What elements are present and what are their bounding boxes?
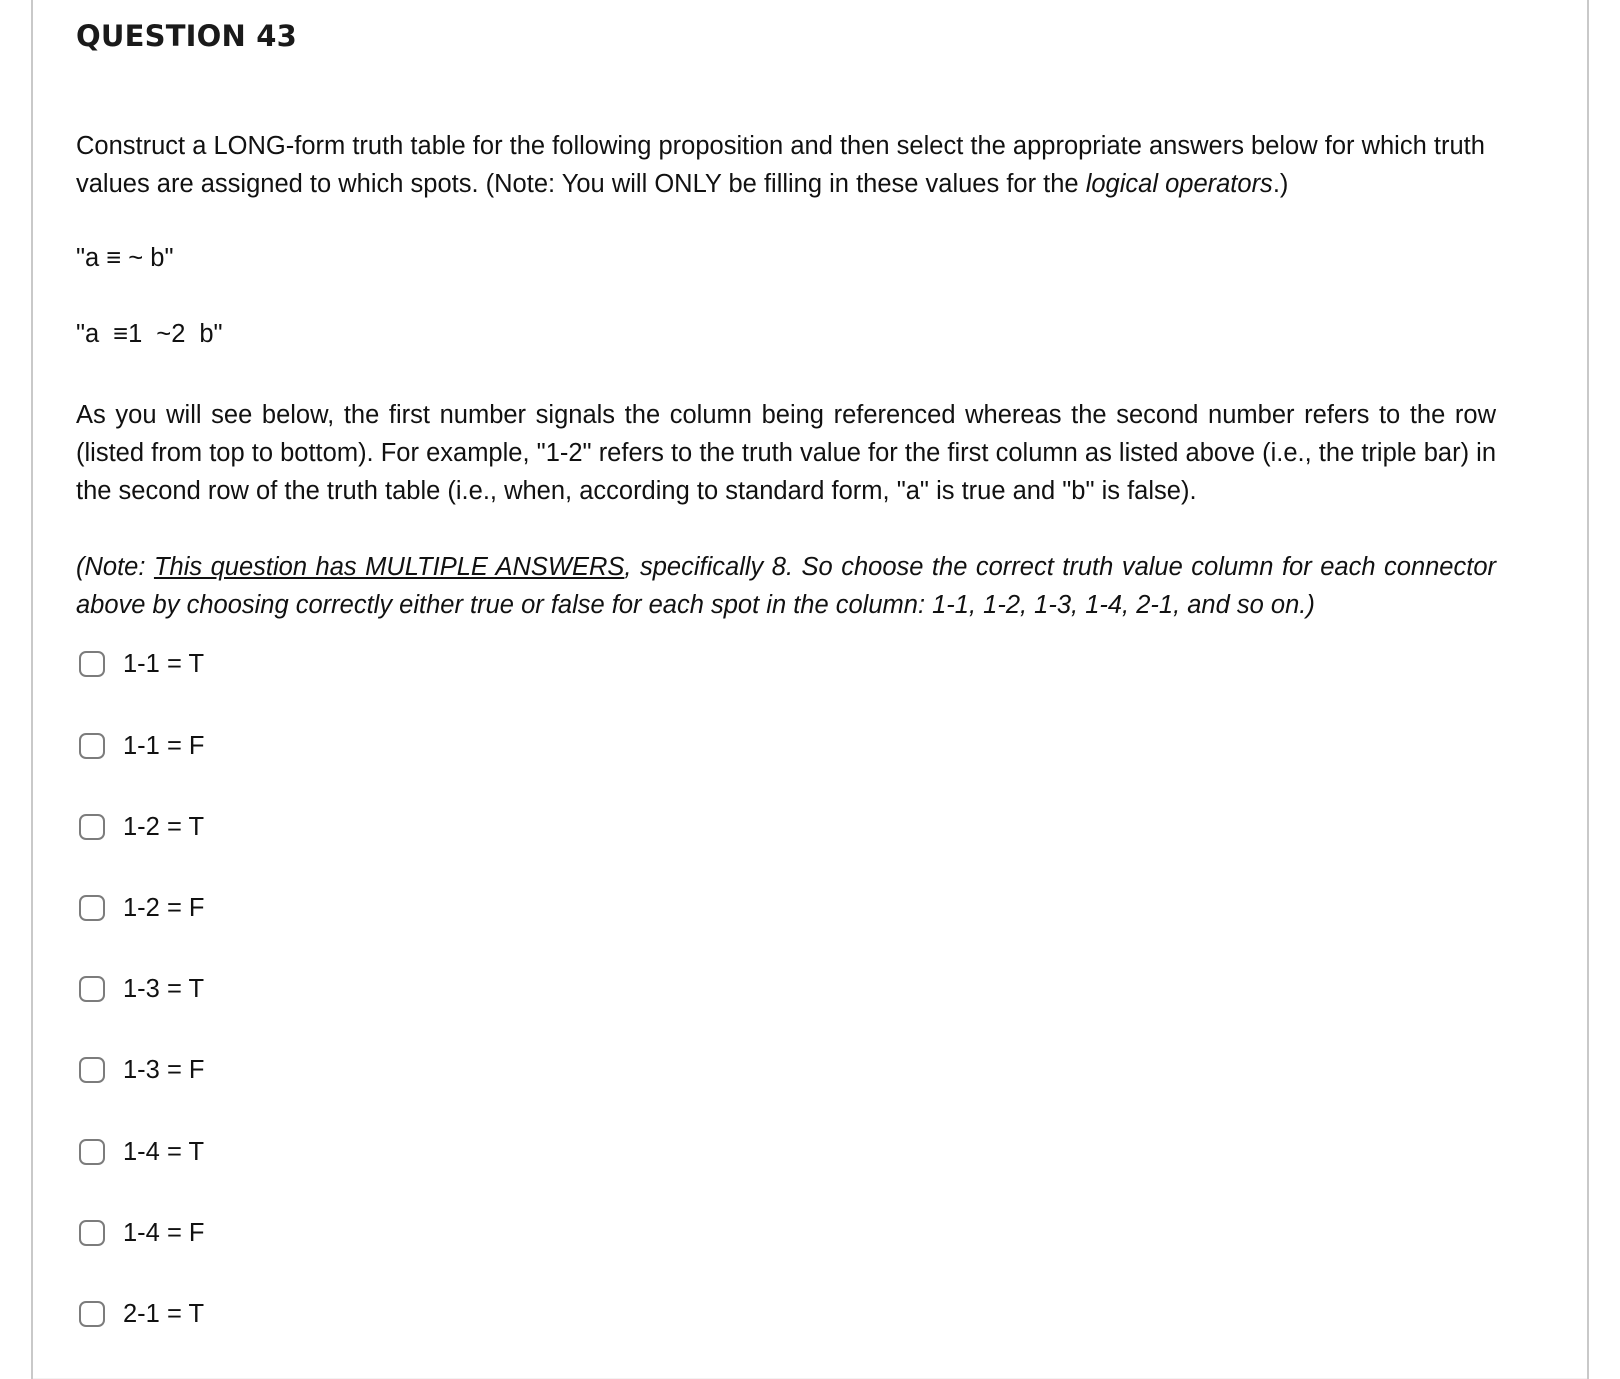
numbered-proposition [76, 320, 237, 349]
answer-option-2-1-t[interactable] [79, 1297, 204, 1331]
answer-option-label: 1-2 = T [123, 812, 205, 841]
answer-option-label: 1-1 = T [123, 649, 205, 678]
proposition: "a ≡ ~ b" [76, 244, 174, 272]
answer-option-label: 1-3 = F [123, 1055, 205, 1084]
checkbox[interactable] [79, 651, 105, 677]
note-suffix: , specifically 8. So choose the correct truth value column for each connector above by choosing correctly either true or false for each spot in the column: 1-1, 1-2, 1-3, 1-4, 2-1, and so on.) [76, 553, 1497, 619]
checkbox[interactable] [79, 1220, 105, 1246]
numbered-proposition-operator-2: ~2 [156, 320, 186, 348]
checkbox[interactable] [79, 976, 105, 1002]
note-prefix: (Note: [76, 553, 154, 581]
question-explanation: As you will see below, the first number signals the column being referenced whereas the second number refers to the row (listed from top to bottom). For example, "1-2" refers to the truth value for the first column as listed above (i.e., the triple bar) in the second row of the truth table (i.e., when, according to standard form, "a" is true and "b" is false). [76, 401, 1496, 505]
answer-option-label: 1-4 = F [123, 1218, 205, 1247]
note-underlined: This question has MULTIPLE ANSWERS [153, 553, 625, 581]
answer-option-1-1-t[interactable] [79, 647, 204, 681]
instructions-text: Construct a LONG-form truth table for the following proposition and then select the appropriate answers below for which truth values are assigned to which spots. (Note: You will ONLY be filling in these values for the [76, 132, 1485, 198]
checkbox[interactable] [79, 1301, 105, 1327]
checkbox[interactable] [79, 814, 105, 840]
answer-option-1-4-t[interactable] [79, 1135, 204, 1169]
checkbox[interactable] [79, 733, 105, 759]
numbered-proposition-open: "a [76, 320, 100, 348]
checkbox[interactable] [79, 895, 105, 921]
instructions-emphasis: logical operators [1085, 170, 1273, 198]
numbered-proposition-operator-1: ≡1 [113, 320, 143, 348]
checkbox[interactable] [79, 1057, 105, 1083]
checkbox[interactable] [79, 1139, 105, 1165]
answer-option-1-4-f[interactable] [79, 1216, 205, 1250]
answer-option-1-3-t[interactable] [79, 972, 204, 1006]
answer-option-label: 2-1 = T [123, 1299, 205, 1328]
question-instructions [76, 127, 1496, 203]
answer-option-label: 1-2 = F [123, 893, 205, 922]
answer-option-label: 1-1 = F [123, 731, 205, 760]
multiple-answers-note [76, 548, 1496, 624]
instructions-end: .) [1272, 170, 1289, 198]
answer-option-label: 1-3 = T [123, 974, 205, 1003]
answer-option-1-2-t[interactable] [79, 810, 204, 844]
question-title: QUESTION 43 [76, 19, 298, 53]
answer-option-1-3-f[interactable] [79, 1053, 205, 1087]
question-panel [31, 0, 1589, 1379]
numbered-proposition-close: b" [199, 320, 223, 348]
answer-option-1-2-f[interactable] [79, 891, 205, 925]
answer-option-label: 1-4 = T [123, 1137, 205, 1166]
answer-option-1-1-f[interactable] [79, 729, 205, 763]
